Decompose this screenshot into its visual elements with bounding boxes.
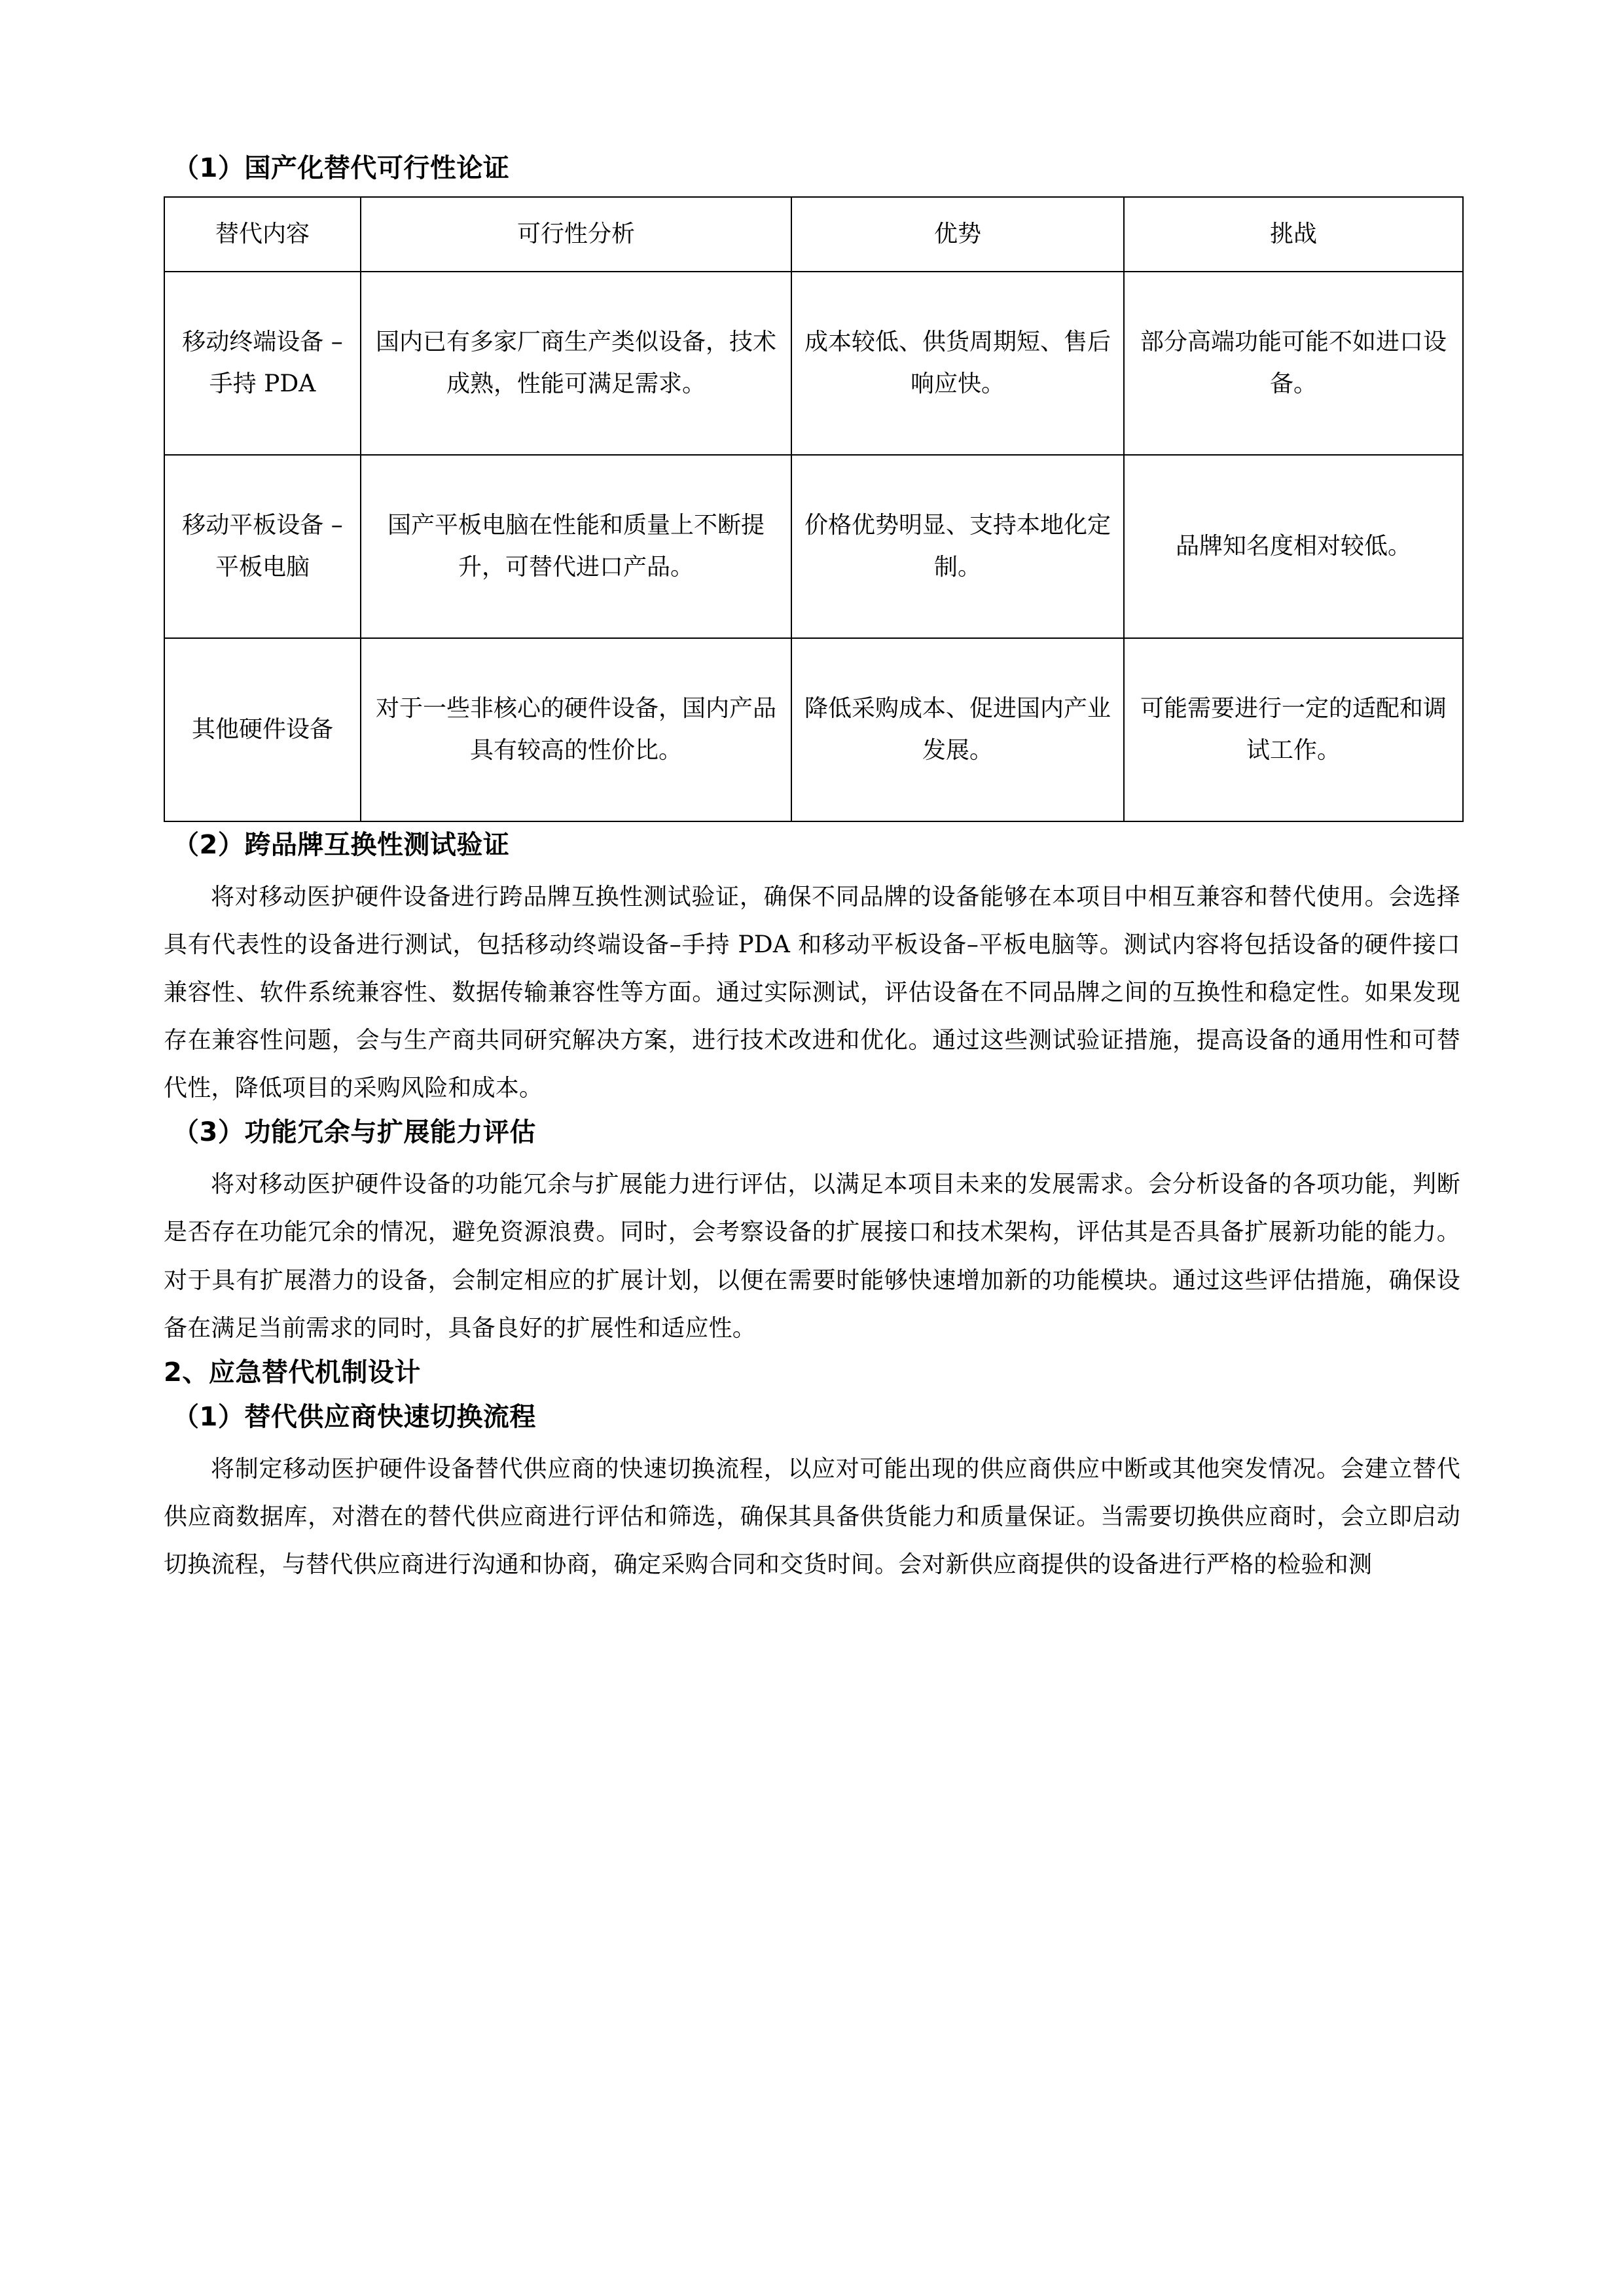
table-row [164,638,1463,821]
table-header-cell: 可行性分析 [361,197,791,272]
paragraph-interchangeability-test: 将对移动医护硬件设备进行跨品牌互换性测试验证，确保不同品牌的设备能够在本项目中相互兼容和替代使用。会选择具有代表性的设备进行测试，包括移动终端设备–手持 PDA 和移动平板设备–平板电脑等。测试内容将包括设备的硬件接口兼容性、软件系统兼容性、数据传输兼容性等方面。通过实际测试，评估设备在不同品牌之间的互换性和稳定性。如果发现存在兼容性问题，会与生产商共同研究解决方案，进行技术改进和优化。通过这些测试验证措施，提高设备的通用性和可替代性，降低项目的采购风险和成本。 [164,884,1460,1102]
table-cell-feasibility: 国内已有多家厂商生产类似设备，技术成熟，性能可满足需求。 [361,272,791,455]
table-cell-advantage: 成本较低、供货周期短、售后响应快。 [791,272,1124,455]
paragraph-redundancy-assessment: 将对移动医护硬件设备的功能冗余与扩展能力进行评估，以满足本项目未来的发展需求。会分析设备的各项功能，判断是否存在功能冗余的情况，避免资源浪费。同时，会考察设备的扩展接口和技术架构，评估其是否具备扩展新功能的能力。对于具有扩展潜力的设备，会制定相应的扩展计划，以便在需要时能够快速增加新的功能模块。通过这些评估措施，确保设备在满足当前需求的同时，具备良好的扩展性和适应性。 [164,1171,1460,1342]
table-cell-feasibility: 国产平板电脑在性能和质量上不断提升，可替代进口产品。 [361,455,791,638]
paragraph-supplier-switch-process: 将制定移动医护硬件设备替代供应商的快速切换流程，以应对可能出现的供应商供应中断或其他突发情况。会建立替代供应商数据库，对潜在的替代供应商进行评估和筛选，确保其具备供货能力和质量保证。当需要切换供应商时，会立即启动切换流程，与替代供应商进行沟通和协商，确定采购合同和交货时间。会对新供应商提供的设备进行严格的检验和测 [164,1455,1460,1578]
table-header-cell: 挑战 [1124,197,1463,272]
section-heading-5: （1）替代供应商快速切换流程 [173,1401,536,1432]
table-cell-content: 移动终端设备 –手持 PDA [164,272,361,455]
table-cell-content: 移动平板设备 –平板电脑 [164,455,361,638]
table-cell-challenge: 部分高端功能可能不如进口设备。 [1124,272,1463,455]
table-cell-advantage: 价格优势明显、支持本地化定制。 [791,455,1124,638]
table-cell-feasibility: 对于一些非核心的硬件设备，国内产品具有较高的性价比。 [361,638,791,821]
section-heading-4: 2、应急替代机制设计 [164,1357,421,1388]
table-row [164,272,1463,455]
table-cell-advantage: 降低采购成本、促进国内产业发展。 [791,638,1124,821]
table-header-cell: 替代内容 [164,197,361,272]
table-row [164,455,1463,638]
section-heading-2: （2）跨品牌互换性测试验证 [173,830,510,860]
table-cell-content: 其他硬件设备 [164,638,361,821]
feasibility-table [164,196,1464,822]
table-cell-challenge: 可能需要进行一定的适配和调试工作。 [1124,638,1463,821]
table-cell-challenge: 品牌知名度相对较低。 [1124,455,1463,638]
section-heading-3: （3）功能冗余与扩展能力评估 [173,1117,536,1148]
table-header-row [164,197,1463,272]
section-heading-1: （1）国产化替代可行性论证 [173,153,510,183]
table-header-cell: 优势 [791,197,1124,272]
